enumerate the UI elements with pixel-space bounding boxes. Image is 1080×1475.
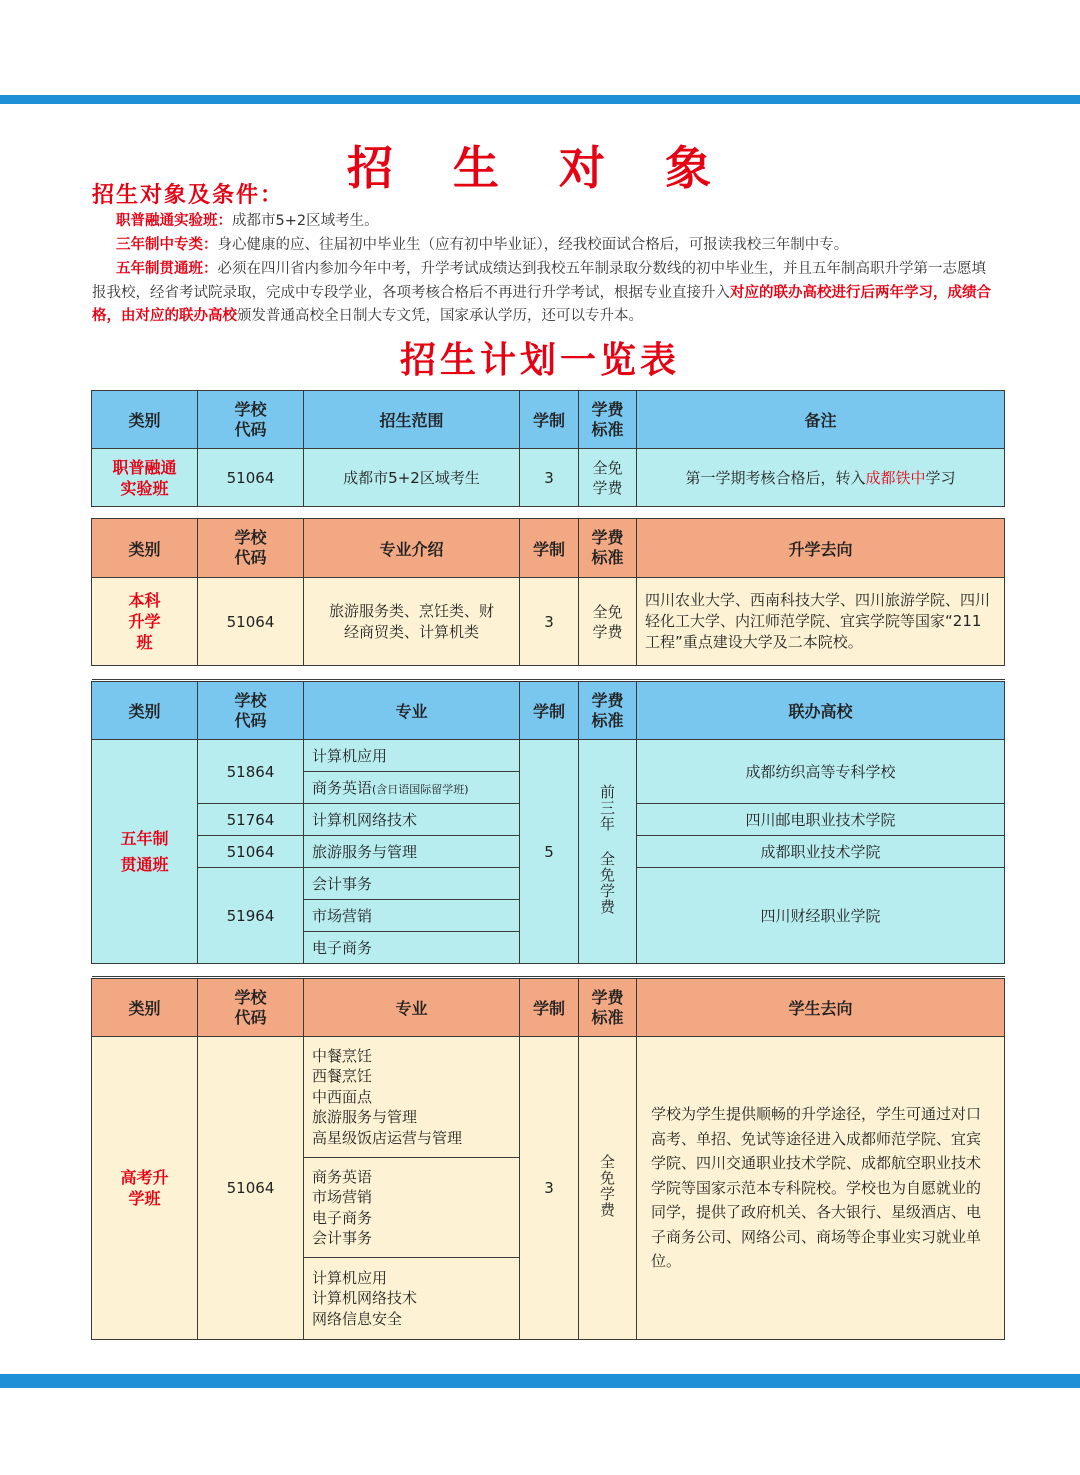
table-gap	[92, 666, 1005, 680]
condition-highlight: 对应的联办高校进行后两年学习，成绩合格，由对应的联办高校	[92, 284, 991, 324]
condition-label: 职普融通实验班：	[116, 213, 232, 229]
bottom-decor-bar	[0, 1374, 1080, 1388]
major-cell: 旅游服务与管理	[304, 836, 520, 868]
category-cell: 职普融通实验班	[92, 449, 198, 507]
header-cell: 学费标准	[579, 519, 637, 578]
condition-item	[92, 258, 998, 329]
header-cell: 学费标准	[579, 979, 637, 1037]
college-cell: 四川邮电职业技术学院	[637, 804, 1005, 836]
table-undergrad-class	[91, 518, 1005, 680]
code-cell: 51064	[198, 578, 304, 666]
major-cell: 会计事务	[304, 868, 520, 900]
table-row	[92, 740, 1005, 772]
header-cell: 类别	[92, 391, 198, 449]
table-row	[92, 449, 1005, 507]
table-gaokao-class	[91, 978, 1005, 1340]
code-cell: 51064	[198, 1037, 304, 1340]
majors-cell: 旅游服务类、烹饪类、财经商贸类、计算机类	[304, 578, 520, 666]
years-cell: 3	[520, 578, 579, 666]
condition-tail: 颁发普通高校全日制大专文凭，国家承认学历，还可以专升本。	[237, 308, 643, 324]
header-cell: 学制	[520, 979, 579, 1037]
table-header-row	[92, 391, 1005, 449]
header-cell: 学制	[520, 391, 579, 449]
plan-title: 招生计划一览表	[399, 339, 680, 381]
major-cell: 计算机应用	[304, 740, 520, 772]
table-header-row	[92, 519, 1005, 578]
code-cell: 51064	[198, 836, 304, 868]
college-cell: 成都职业技术学院	[637, 836, 1005, 868]
header-cell: 学制	[520, 682, 579, 740]
fee-cell: 全免学费	[579, 578, 637, 666]
top-decor-bar	[0, 95, 1080, 104]
note-cell: 第一学期考核合格后，转入成都铁中学习	[637, 449, 1005, 507]
category-cell: 本科升学班	[92, 578, 198, 666]
table-row	[92, 578, 1005, 666]
major-cell: 电子商务	[304, 932, 520, 964]
header-cell: 学费标准	[579, 682, 637, 740]
header-cell: 类别	[92, 979, 198, 1037]
college-cell: 四川财经职业学院	[637, 868, 1005, 964]
code-cell: 51864	[198, 740, 304, 804]
fee-cell: 全免学费	[579, 449, 637, 507]
destination-cell: 学校为学生提供顺畅的升学途径，学生可通过对口高考、单招、免试等途径进入成都师范学院、宜宾学院、四川交通职业技术学院、成都航空职业技术学院等国家示范本专科院校。学校也为自愿就业的同学，提供了政府机关、各大银行、星级酒店、电子商务公司、网络公司、商场等企事业实习就业单位。	[637, 1037, 1005, 1340]
table-header-row	[92, 979, 1005, 1037]
years-cell: 3	[520, 449, 579, 507]
table-five-year-class	[91, 681, 1005, 977]
header-cell: 备注	[637, 391, 1005, 449]
condition-text: 成都市5+2区域考生。	[232, 213, 379, 229]
major-cell: 商务英语(含日语国际留学班)	[304, 772, 520, 804]
header-cell: 学校代码	[198, 979, 304, 1037]
header-cell: 专业	[304, 682, 520, 740]
major-group-cell: 中餐烹饪 西餐烹饪 中西面点 旅游服务与管理 高星级饭店运营与管理	[304, 1037, 520, 1158]
code-cell: 51064	[198, 449, 304, 507]
table-pilot-class	[91, 390, 1005, 519]
destination-cell: 四川农业大学、西南科技大学、四川旅游学院、四川轻化工大学、内江师范学院、宜宾学院等国家“211工程”重点建设大学及二本院校。	[637, 578, 1005, 666]
header-cell: 专业介绍	[304, 519, 520, 578]
condition-item	[92, 210, 998, 234]
fee-cell: 全免学费	[579, 1037, 637, 1340]
table-row	[92, 1037, 1005, 1158]
header-cell: 学校代码	[198, 682, 304, 740]
header-cell: 专业	[304, 979, 520, 1037]
years-cell: 5	[520, 740, 579, 964]
fee-cell: 前三年 全免学费	[579, 740, 637, 964]
table-header-row	[92, 682, 1005, 740]
table-gap	[92, 507, 1005, 519]
header-cell: 招生范围	[304, 391, 520, 449]
major-group-cell: 商务英语 市场营销 电子商务 会计事务	[304, 1158, 520, 1258]
header-cell: 升学去向	[637, 519, 1005, 578]
page-title: 招 生 对 象	[346, 141, 734, 195]
major-group-cell: 计算机应用 计算机网络技术 网络信息安全	[304, 1258, 520, 1340]
header-cell: 类别	[92, 519, 198, 578]
conditions-heading: 招生对象及条件：	[92, 183, 285, 208]
header-cell: 类别	[92, 682, 198, 740]
condition-item	[92, 234, 998, 258]
code-cell: 51964	[198, 868, 304, 964]
code-cell: 51764	[198, 804, 304, 836]
college-cell: 成都纺织高等专科学校	[637, 740, 1005, 804]
condition-label: 三年制中专类：	[116, 237, 218, 253]
condition-label: 五年制贯通班：	[116, 261, 218, 277]
category-cell: 五年制贯通班	[92, 740, 198, 964]
years-cell: 3	[520, 1037, 579, 1340]
header-cell: 学生去向	[637, 979, 1005, 1037]
major-cell: 计算机网络技术	[304, 804, 520, 836]
header-cell: 学制	[520, 519, 579, 578]
header-cell: 学费标准	[579, 391, 637, 449]
scope-cell: 成都市5+2区域考生	[304, 449, 520, 507]
table-gap	[92, 964, 1005, 977]
condition-text: 身心健康的应、往届初中毕业生（应有初中毕业证），经我校面试合格后，可报读我校三年制中专。	[217, 237, 849, 253]
header-cell: 学校代码	[198, 519, 304, 578]
header-cell: 联办高校	[637, 682, 1005, 740]
condition-text: 必须在四川省内参加今年中考，升学考试成绩达到我校五年制录取分数线的初中毕业生，并且五年制高职升学第一志愿填报我校，经省考试院录取，完成中专段学业，各项考核合格后不再进行升学考试，根据专业直接升入	[92, 261, 986, 301]
header-cell: 学校代码	[198, 391, 304, 449]
major-cell: 市场营销	[304, 900, 520, 932]
category-cell: 高考升学班	[92, 1037, 198, 1340]
